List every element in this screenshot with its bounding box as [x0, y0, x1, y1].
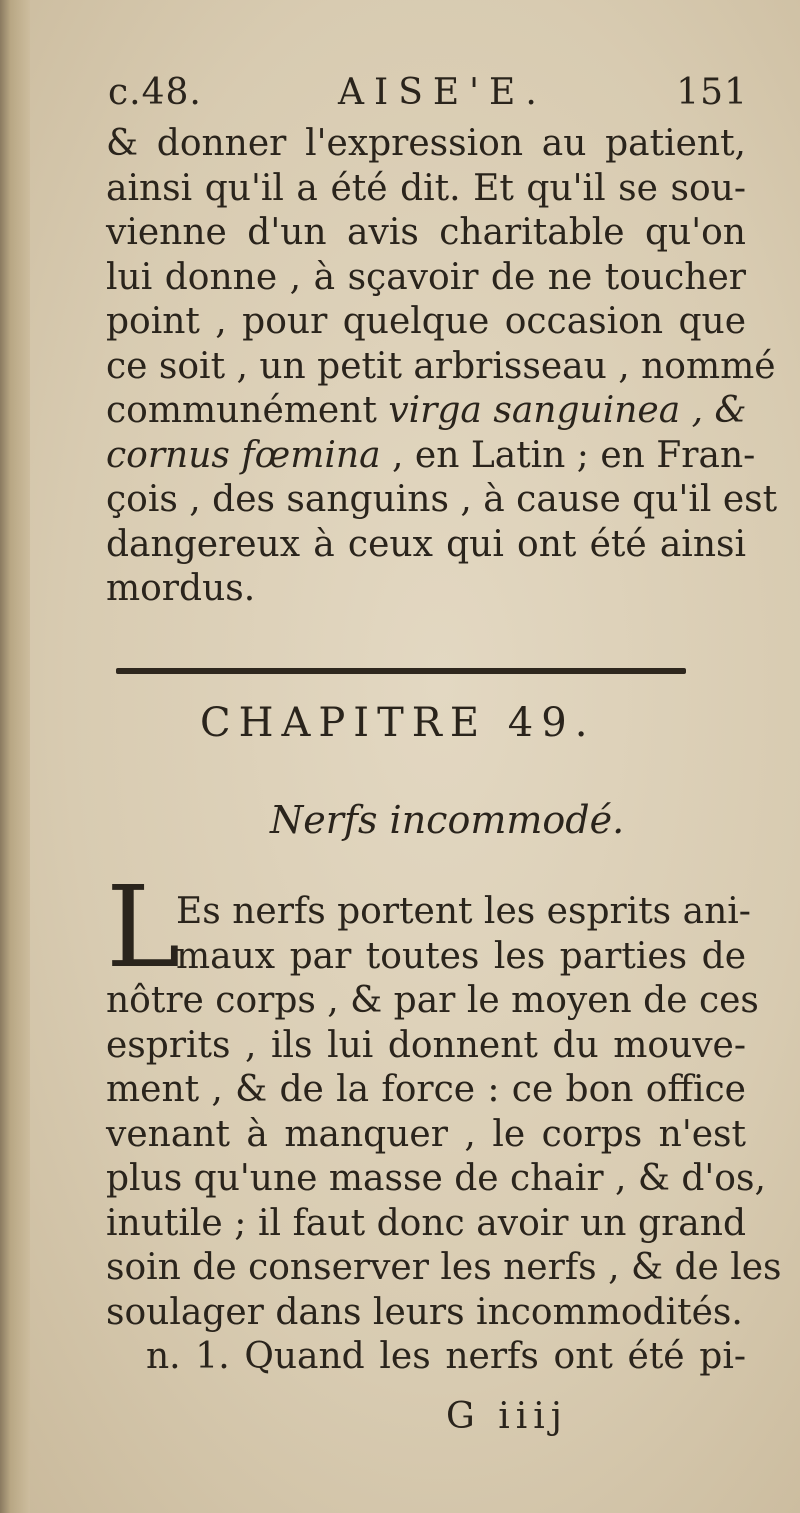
text-line: soin de conserver les nerfs , & de les	[106, 1247, 782, 1288]
text-line: nôtre corps , & par le moyen de ces	[106, 980, 759, 1021]
running-header	[108, 72, 748, 120]
drop-cap: L	[106, 863, 181, 993]
text-line	[106, 434, 756, 479]
section-divider	[116, 668, 686, 674]
text-line: mordus.	[106, 568, 256, 609]
latin-term: virga sanguinea , &	[388, 390, 747, 431]
latin-term: cornus fœmina	[106, 434, 381, 476]
chapter-subtitle: Nerfs incommodé.	[270, 798, 625, 842]
signature-mark: G iiij	[446, 1396, 568, 1437]
page-gutter	[0, 0, 30, 1513]
text-line: soulager dans leurs incommodités.	[106, 1291, 743, 1333]
text-line: ce soit , un petit arbrisseau , nommé	[106, 345, 776, 387]
header-title: AISE'E.	[338, 72, 547, 113]
text-line: dangereux à ceux qui ont été ainsi	[106, 523, 746, 565]
text-line	[106, 389, 746, 434]
text-line: inutile ; il faut donc avoir un grand	[106, 1202, 746, 1244]
chapter-paragraph	[106, 890, 782, 1380]
text-line: çois , des sanguins , à cause qu'il est	[106, 479, 778, 520]
text-line: & donner l'expression au patient,	[106, 123, 746, 164]
header-chapter-ref: c.48.	[108, 72, 202, 113]
text-line: maux par toutes les parties de	[176, 935, 746, 977]
text-line: ment , & de la force : ce bon office	[106, 1069, 746, 1110]
text-line: point , pour quelque occasion que	[106, 301, 746, 342]
text-line: ainsi qu'il a été dit. Et qu'il se sou-	[106, 167, 746, 209]
text-line: vienne d'un avis charitable qu'on	[106, 212, 746, 253]
text-line: lui donne , à sçavoir de ne toucher	[106, 256, 746, 298]
text-roman: , en Latin ; en Fran-	[380, 434, 756, 476]
text-line: venant à manquer , le corps n'est	[106, 1113, 746, 1155]
text-line: plus qu'une masse de chair , & d'os,	[106, 1158, 766, 1199]
chapter-heading: CHAPITRE 49.	[200, 700, 596, 746]
paragraph-continuation	[106, 122, 778, 612]
text-roman: communément	[106, 390, 389, 431]
text-line: esprits , ils lui donnent du mouve-	[106, 1024, 746, 1066]
text-line: n. 1. Quand les nerfs ont été pi-	[146, 1336, 746, 1377]
page-number: 151	[676, 72, 748, 113]
text-line: Es nerfs portent les esprits ani-	[176, 891, 751, 932]
